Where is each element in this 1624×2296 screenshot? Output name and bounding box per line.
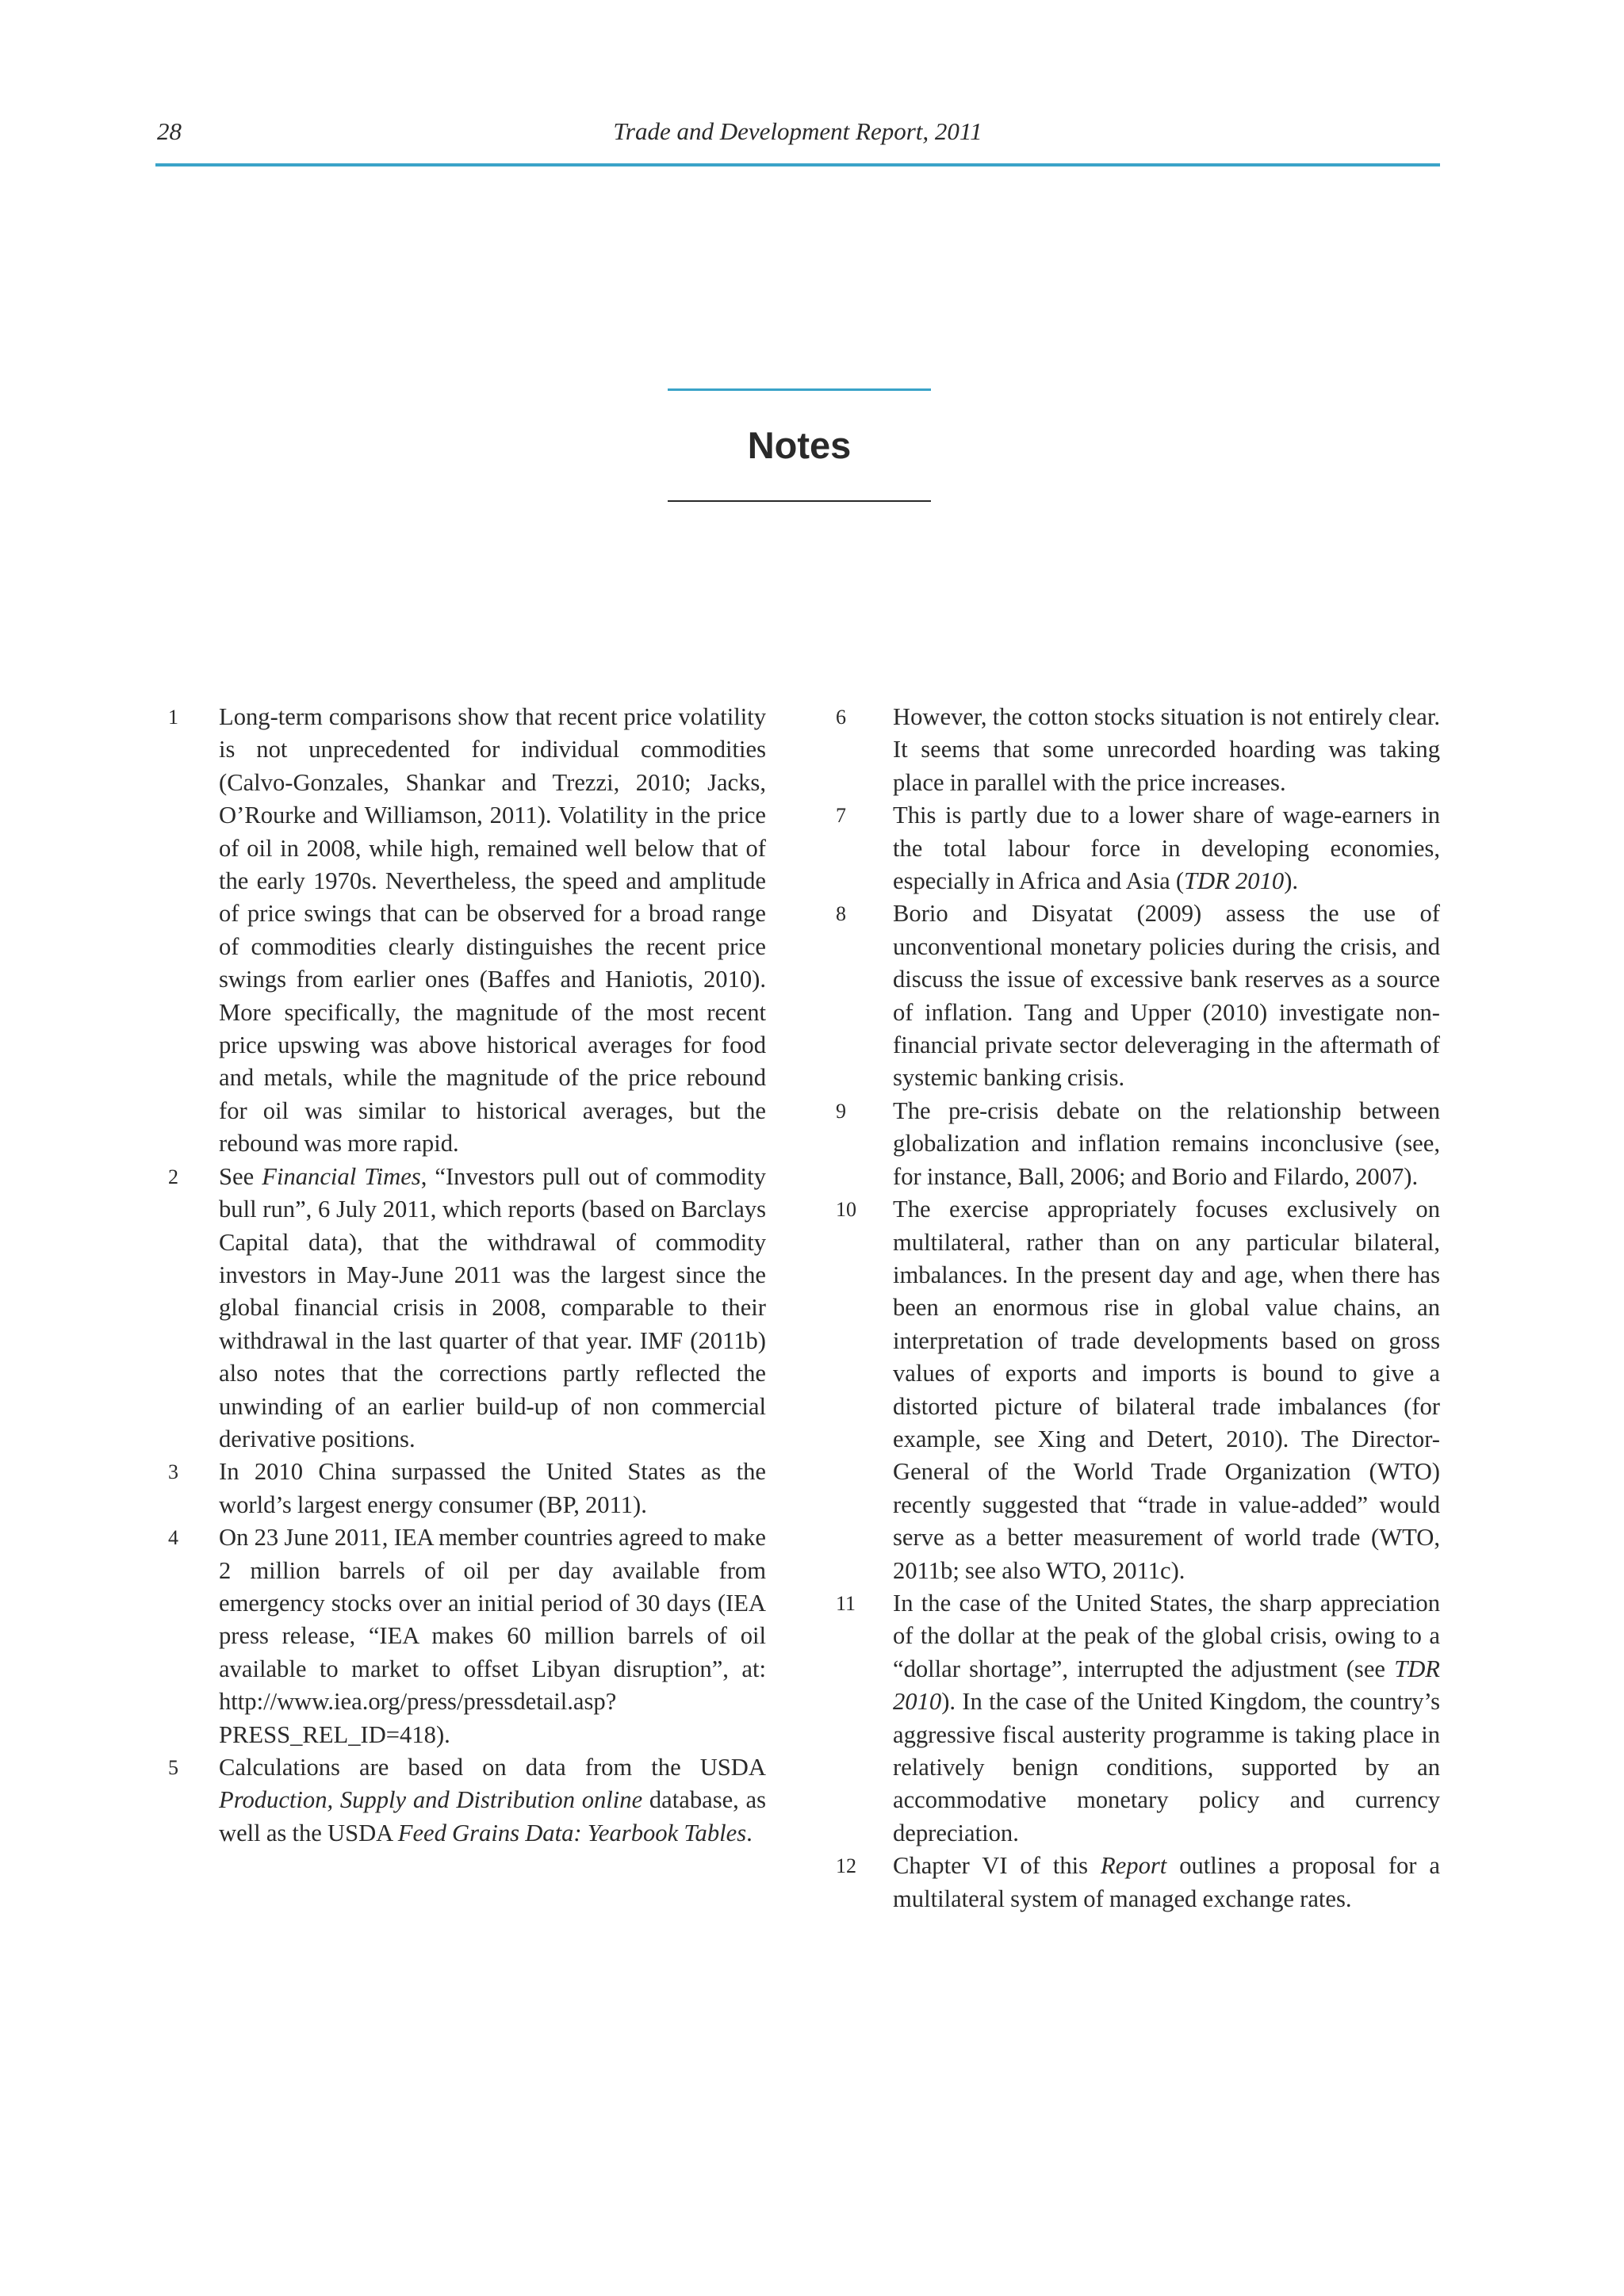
page-header [155,113,1440,166]
footnote [155,1751,766,1850]
footnote-text [219,1751,766,1850]
page-number: 28 [157,117,182,145]
footnote [155,701,766,1161]
footnote-number: 6 [836,706,846,729]
footnote-text-run: outlines a proposal for a multilateral system of managed exchange rates. [893,1852,1441,1912]
footnote-text [219,701,766,1161]
footnote-text-run: Chapter VI of this [893,1852,1101,1880]
footnote [829,799,1440,897]
running-title: Trade and Development Report, 2011 [613,117,982,145]
footnote-number: 5 [168,1756,178,1779]
footnote-text [893,799,1440,897]
footnote-text-italic: TDR 2010 [893,1655,1440,1716]
footnote [829,1587,1440,1850]
footnote-text-run: See [219,1162,262,1190]
footnote-text-run: Borio and Disyatat (2009) assess the use of unconventional monetary policies during the crisis, and discuss the issue of excessive bank reserves as a source of inflation. Tang and Upper (2010) investigate non-financial private sector deleveraging in the aftermath of systemic banking crisis. [893,900,1440,1092]
notes-rule-top [668,388,931,391]
footnote-text-run: On 23 June 2011, IEA member countries agreed to make 2 million barrels of oil per day available from emergency stocks over an initial period of 30 days (IEA press release, “IEA makes 60 million barrels of oil available to market to offset Libyan disruption”, at: http://www.iea.org/press/pressdetail.asp?PRESS_REL_ID=418). [219,1524,766,1748]
footnote-number: 12 [836,1854,856,1878]
footnote-text-run: . [746,1819,753,1846]
footnote-text-run: , “Investors pull out of commodity bull run”, 6 July 2011, which reports (based on Barclays Capital data), that the withdrawal of commodity investors in May-June 2011 was the largest since the global financial crisis in 2008, comparable to their withdrawal in the last quarter of that year. IMF (2011b) also notes that the corrections partly reflected the unwinding of an earlier build-up of non commercial derivative positions. [219,1162,766,1452]
footnote-number: 11 [836,1591,856,1615]
footnote-number: 7 [836,804,846,828]
footnote-number: 4 [168,1526,178,1550]
footnote [829,1850,1440,1915]
footnote [829,897,1440,1094]
notes-column-left [155,701,766,1850]
footnote-number: 2 [168,1165,178,1188]
footnote [155,1521,766,1751]
footnote-number: 10 [836,1198,856,1222]
footnote-text [219,1456,766,1521]
footnote-text [219,1521,766,1751]
footnote-number: 1 [168,706,178,729]
footnote-text-italic: Financial Times [262,1162,421,1190]
footnote-text-run: In 2010 China surpassed the United States as the world’s largest energy consumer (BP, 2011). [219,1458,766,1518]
footnote [155,1161,766,1456]
section-title: Notes [747,424,852,466]
footnote [829,1193,1440,1587]
footnote-text-run: In the case of the United States, the sharp appreciation of the dollar at the peak of the global crisis, owing to a “dollar shortage”, interrupted the adjustment (see [893,1589,1440,1682]
footnote-text-italic: Production, Supply and Distribution online [219,1786,643,1814]
footnote-text [893,1587,1440,1850]
notes-column-right [829,701,1440,1915]
footnote-text-run: ). In the case of the United Kingdom, the country’s aggressive fiscal austerity programme is taking place in relatively benign conditions, supported by an accommodative monetary policy and currency depreciation. [893,1688,1440,1846]
footnote [829,1095,1440,1193]
footnote-text [219,1161,766,1456]
notes-rule-bottom [668,500,931,502]
footnote [155,1456,766,1521]
footnote-text [893,701,1440,799]
footnote-text-run: Calculations are based on data from the USDA [219,1754,766,1781]
footnote-text-italic: TDR 2010 [1184,867,1285,895]
footnote-text-italic: Report [1101,1852,1167,1880]
footnote-number: 3 [168,1460,178,1484]
footnote-text [893,1193,1440,1587]
footnote-text-run: The pre-crisis debate on the relationship between globalization and inflation remains inconclusive (see, for instance, Ball, 2006; and Borio and Filardo, 2007). [893,1096,1440,1190]
footnote-number: 8 [836,902,846,926]
footnote [829,701,1440,799]
footnote-text [893,897,1440,1094]
footnote-text-run: This is partly due to a lower share of wage-earners in the total labour force in developing economies, especially in Africa and Asia ( [893,802,1440,895]
footnote-text [893,1850,1440,1915]
footnote-text-italic: Feed Grains Data: Yearbook Tables [397,1819,747,1846]
footnote-text-run: ). [1284,867,1299,895]
footnote-text-run: database, as well as the USDA [219,1786,767,1846]
footnote-number: 9 [836,1099,846,1123]
footnote-text-run: The exercise appropriately focuses exclusively on multilateral, rather than on any particular bilateral, imbalances. In the present day and age, when there has been an enormous rise in global value chains, an interpretation of trade developments based on gross values of exports and imports is bound to give a distorted picture of bilateral trade imbalances (for example, see Xing and Detert, 2010). The Director-General of the World Trade Organization (WTO) recently suggested that “trade in value-added” would serve as a better measurement of world trade (WTO, 2011b; see also WTO, 2011c). [893,1196,1440,1584]
footnote-text-run: Long-term comparisons show that recent price volatility is not unprecedented for individual commodities (Calvo-Gonzales, Shankar and Trezzi, 2010; Jacks, O’Rourke and Williamson, 2011). Volatility in the price of oil in 2008, while high, remained well below that of the early 1970s. Nevertheless, the speed and amplitude of price swings that can be observed for a broad range of commodities clearly distinguishes the recent price swings from earlier ones (Baffes and Haniotis, 2010). More specifically, the magnitude of the most recent price upswing was above historical averages for food and metals, while the magnitude of the price rebound for oil was similar to historical averages, but the rebound was more rapid. [219,703,766,1158]
footnote-text-run: However, the cotton stocks situation is not entirely clear. It seems that some unrecorded hoarding was taking place in parallel with the price increases. [893,703,1440,796]
footnote-text [893,1095,1440,1193]
